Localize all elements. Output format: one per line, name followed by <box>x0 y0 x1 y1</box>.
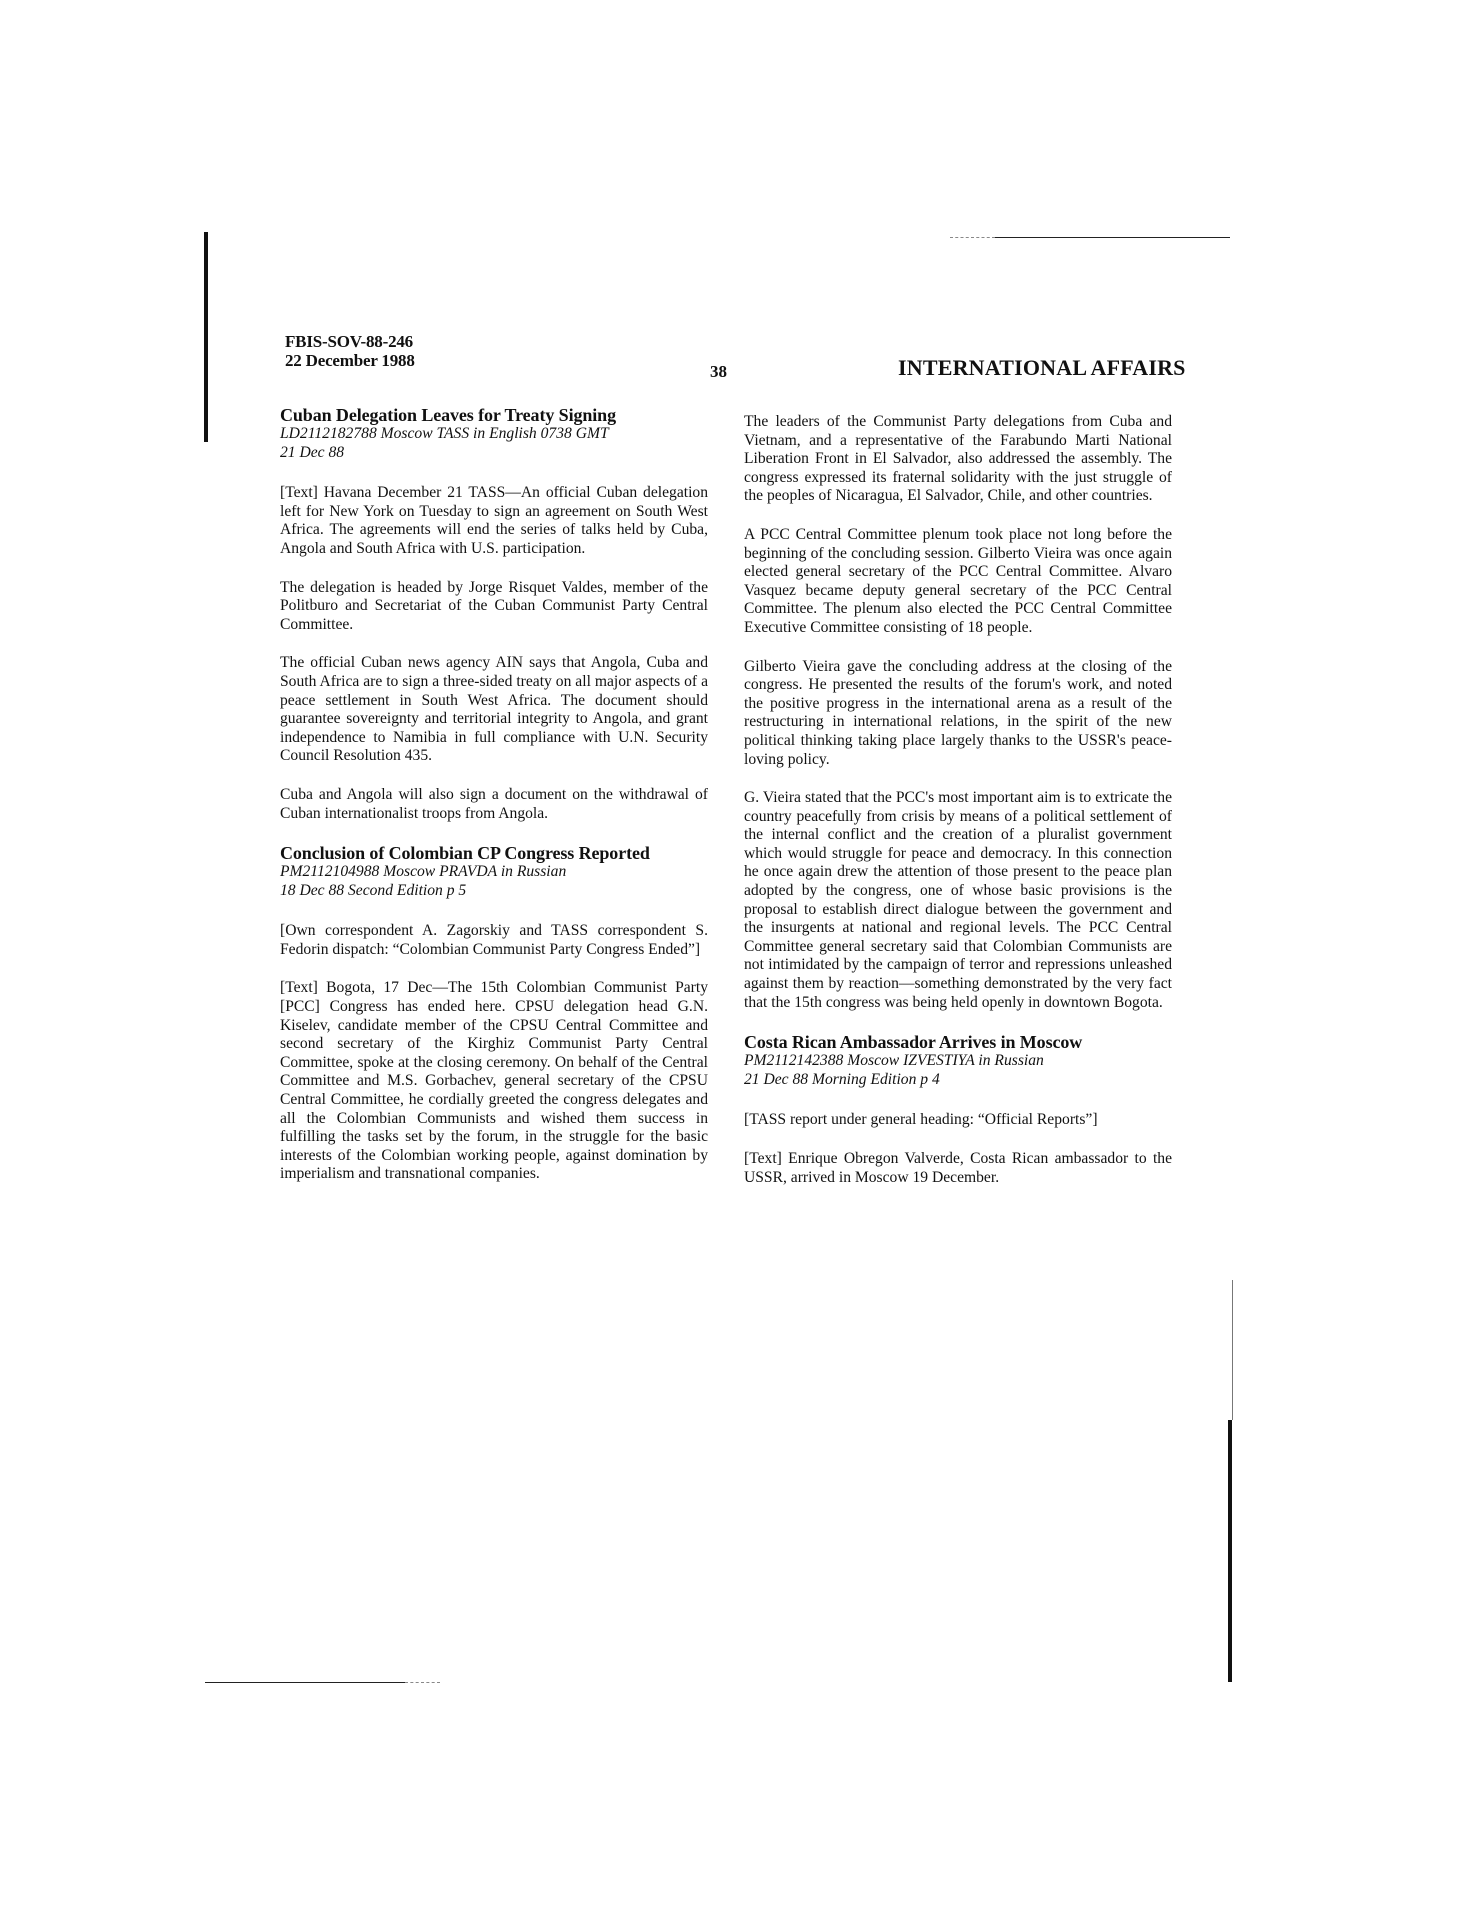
article-headline: Cuban Delegation Leaves for Treaty Signing <box>280 405 616 425</box>
scan-rule-bottom <box>205 1682 405 1683</box>
scan-edge-left <box>204 232 208 442</box>
article-colombian-cp-congress <box>280 843 708 1184</box>
article-paragraph: The leaders of the Communist Party delegations from Cuba and Vietnam, and a representative of the Farabundo Marti National Liberation Front in El Salvador, also addressed the assembly. The congress expressed its fraternal solidarity with the just struggle of the peoples of Nicaragua, El Salvador, Chile, and other countries. <box>744 413 1172 505</box>
article-heading <box>280 843 708 900</box>
article-paragraph: The delegation is headed by Jorge Risquet Valdes, member of the Politburo and Secretariat of the Cuban Communist Party Central Committee. <box>280 578 708 633</box>
article-paragraph: [Own correspondent A. Zagorskiy and TASS correspondent S. Fedorin dispatch: “Colombian Communist Party Congress Ended”] <box>280 922 708 958</box>
article-source-line: PM2112142388 Moscow IZVESTIYA in Russian <box>744 1052 1044 1070</box>
article-paragraph: G. Vieira stated that the PCC's most important aim is to extricate the country peacefully from crisis by means of a political settlement of the internal conflict and the creation of a pluralist government which would struggle for peace and democracy. In this connection he once again drew the attention of those present to the peace plan adopted by the congress, one of whose basic provisions is the proposal to establish direct dialogue between the government and the insurgents at national and regional levels. The PCC Central Committee general secretary said that Colombian Communists are not intimidated by the campaign of terror and repressions unleashed against them by reaction—something demonstrated by the very fact that the 15th congress was being held openly in downtown Bogota. <box>744 789 1172 1011</box>
article-paragraph: The official Cuban news agency AIN says that Angola, Cuba and South Africa are to sign a three-sided treaty on all major aspects of a peace settlement in South West Africa. The document should guarantee sovereignty and territorial integrity to Angola, and grant independence to Namibia in full compliance with U.N. Security Council Resolution 435. <box>280 654 708 765</box>
article-headline: Costa Rican Ambassador Arrives in Moscow <box>744 1032 1083 1053</box>
scan-rule-bottom-dashed <box>405 1682 440 1683</box>
doc-date: 22 December 1988 <box>285 351 415 370</box>
article-source-date: 21 Dec 88 Morning Edition p 4 <box>744 1070 940 1088</box>
section-title: INTERNATIONAL AFFAIRS <box>898 355 1186 380</box>
article-source-line: LD2112182788 Moscow TASS in English 0738 GMT <box>280 425 609 442</box>
running-header-left <box>285 332 415 370</box>
scan-edge-right <box>1228 1420 1232 1682</box>
scan-rule-top <box>995 237 1230 238</box>
scan-rule-top-dashed <box>950 237 995 238</box>
article-heading <box>280 405 708 462</box>
article-source-line: PM2112104988 Moscow PRAVDA in Russian <box>280 863 567 881</box>
article-paragraph: [Text] Bogota, 17 Dec—The 15th Colombian Communist Party [PCC] Congress has ended here. CPSU delegation head G.N. Kiselev, candidate member of the CPSU Central Committee and second secretary of the Kirghiz Communist Party Central Committee, spoke at the closing ceremony. On behalf of the Central Committee and M.S. Gorbachev, general secretary of the CPSU Central Committee, he cordially greeted the congress delegates and all the Colombian Communists and wished them success in fulfilling the tasks set by the forum, in the struggle for the basic interests of the Colombian working people, against domination by imperialism and transnational companies. <box>280 979 708 1183</box>
left-column <box>280 405 708 1204</box>
article-paragraph: Gilberto Vieira gave the concluding address at the closing of the congress. He presented the results of the forum's work, and noted the positive progress in the international arena as a result of the restructuring in international relations, in the spirit of the new political thinking taking place largely thanks to the USSR's peace-loving policy. <box>744 657 1172 768</box>
article-source-date: 21 Dec 88 <box>280 443 345 461</box>
scan-edge-right-thin <box>1232 1280 1233 1420</box>
article-paragraph: [TASS report under general heading: “Official Reports”] <box>744 1111 1098 1129</box>
article-costa-rican-ambassador <box>744 1032 1172 1187</box>
article-paragraph: [Text] Havana December 21 TASS—An official Cuban delegation left for New York on Tuesday to sign an agreement on South West Africa. The agreements will end the series of talks held by Cuba, Angola and South Africa with U.S. participation. <box>280 484 708 557</box>
article-headline: Conclusion of Colombian CP Congress Reported <box>280 843 650 864</box>
article-heading <box>744 1032 1172 1089</box>
article-paragraph: Cuba and Angola will also sign a document on the withdrawal of Cuban internationalist troops from Angola. <box>280 785 708 822</box>
article-paragraph: A PCC Central Committee plenum took place not long before the beginning of the concluding session. Gilberto Vieira was once again elected general secretary of the PCC Central Committee. Alvaro Vasquez became deputy general secretary of the PCC Central Committee. The plenum also elected the PCC Central Committee Executive Committee consisting of 18 people. <box>744 525 1172 636</box>
doc-id: FBIS-SOV-88-246 <box>285 332 413 351</box>
article-cuban-delegation <box>280 405 708 823</box>
page-number: 38 <box>710 362 727 381</box>
article-source-date: 18 Dec 88 Second Edition p 5 <box>280 881 467 899</box>
article-paragraph: [Text] Enrique Obregon Valverde, Costa Rican ambassador to the USSR, arrived in Moscow 19 December. <box>744 1150 1172 1186</box>
right-column <box>744 413 1172 1207</box>
